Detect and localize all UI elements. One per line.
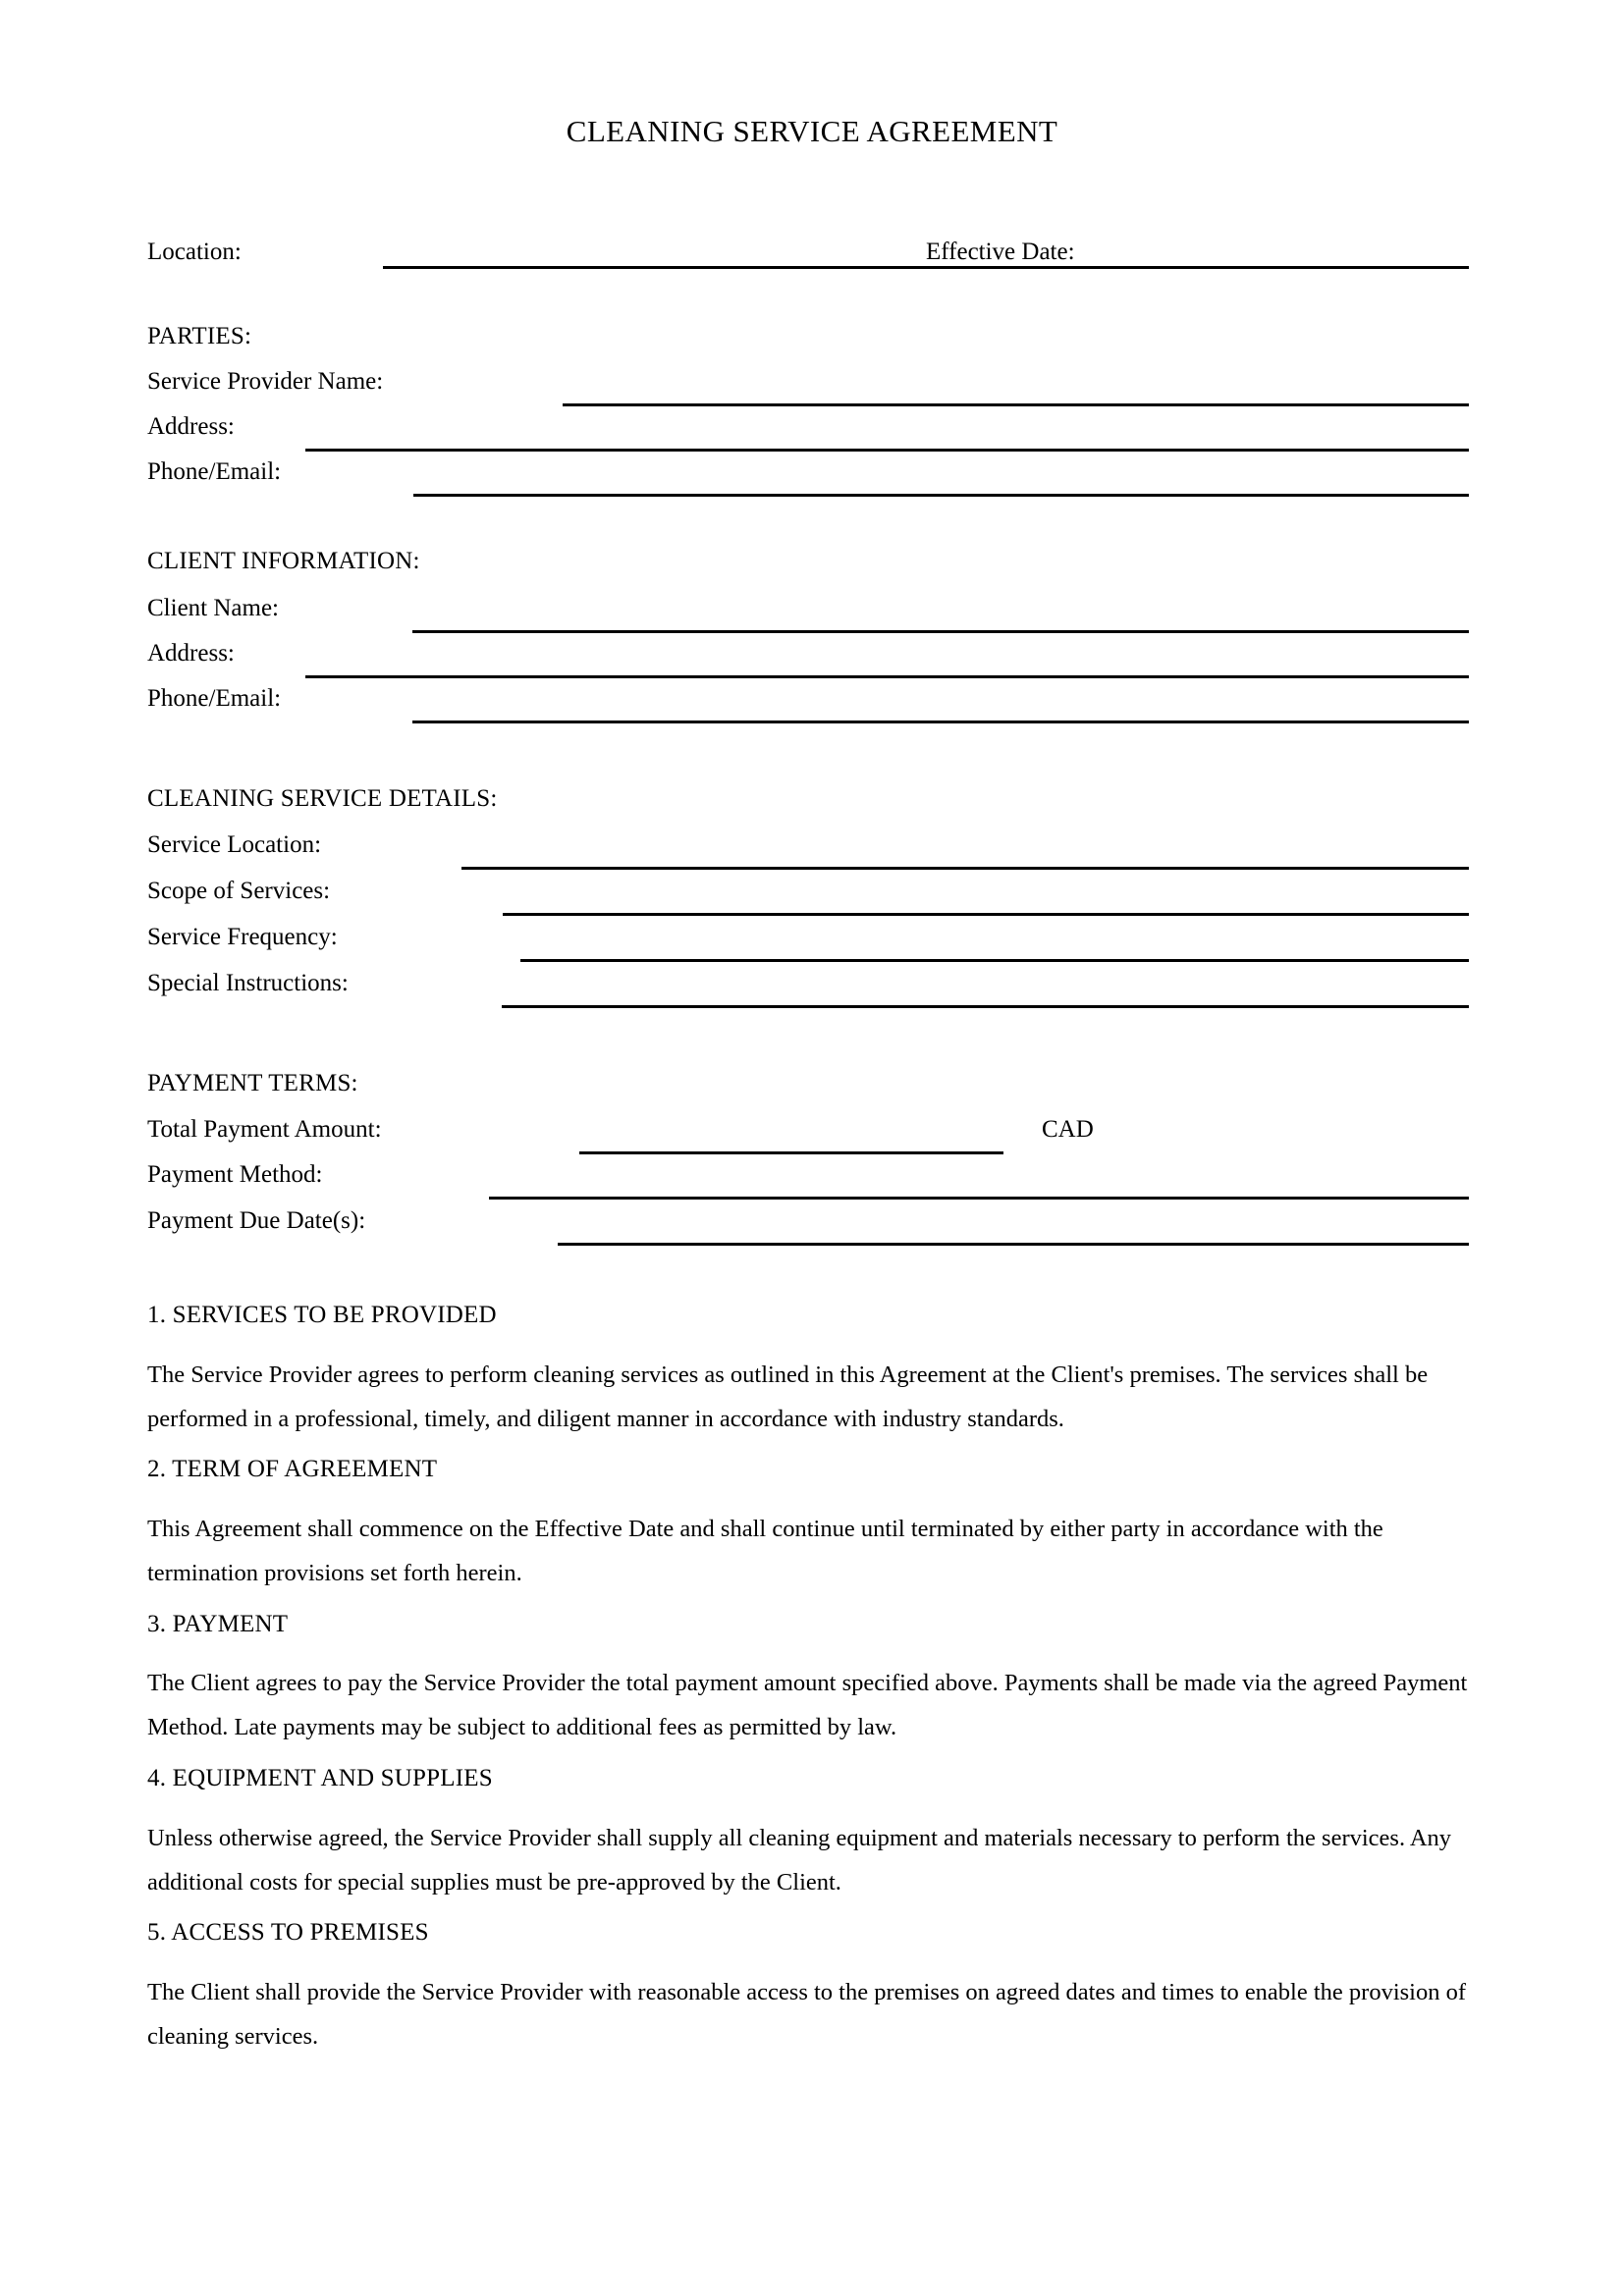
- clause-body-5: The Client shall provide the Service Provider with reasonable access to the premises on agreed dates and times to enable the provision of cleaning services.: [147, 1979, 1467, 2050]
- clause-heading-4: 4. EQUIPMENT AND SUPPLIES: [147, 1765, 493, 1791]
- section-heading-client-information: CLIENT INFORMATION:: [147, 548, 420, 574]
- total-payment-amount-label: Total Payment Amount:: [147, 1116, 382, 1143]
- currency-code-label: CAD: [1042, 1116, 1094, 1143]
- service-location-input-rule[interactable]: [461, 867, 1469, 870]
- clause-heading-2: 2. TERM OF AGREEMENT: [147, 1456, 438, 1482]
- clause-heading-1: 1. SERVICES TO BE PROVIDED: [147, 1302, 497, 1328]
- scope-of-services-label: Scope of Services:: [147, 878, 331, 904]
- effective-date-label: Effective Date:: [926, 239, 1075, 265]
- provider-phone-email-label: Phone/Email:: [147, 458, 282, 485]
- special-instructions-label: Special Instructions:: [147, 970, 349, 996]
- clause-body-2: This Agreement shall commence on the Effective Date and shall continue until terminated by either party in accordance with the termination provisions set forth herein.: [147, 1516, 1383, 1586]
- section-heading-payment-terms: PAYMENT TERMS:: [147, 1070, 358, 1096]
- provider-address-input-rule[interactable]: [305, 449, 1469, 452]
- client-phone-email-label: Phone/Email:: [147, 685, 282, 712]
- clause-body-1: The Service Provider agrees to perform cleaning services as outlined in this Agreement at the Client's premises. The services shall be performed in a professional, timely, and diligent manner in accordance with industry standards.: [147, 1362, 1429, 1432]
- service-frequency-label: Service Frequency:: [147, 924, 338, 950]
- page-title: CLEANING SERVICE AGREEMENT: [566, 114, 1058, 148]
- section-heading-cleaning-service-details: CLEANING SERVICE DETAILS:: [147, 785, 498, 812]
- provider-phone-email-input-rule[interactable]: [413, 494, 1469, 497]
- clause-body-3: The Client agrees to pay the Service Provider the total payment amount specified above. Payments shall be made via the agreed Payment Method. Late payments may be subject to additional fees as permitted by law.: [147, 1670, 1468, 1740]
- clause-heading-5: 5. ACCESS TO PREMISES: [147, 1919, 429, 1946]
- payment-due-dates-input-rule[interactable]: [558, 1243, 1469, 1246]
- client-name-label: Client Name:: [147, 595, 279, 621]
- payment-method-input-rule[interactable]: [489, 1197, 1469, 1200]
- client-name-input-rule[interactable]: [412, 630, 1469, 633]
- scope-of-services-input-rule[interactable]: [503, 913, 1469, 916]
- clause-heading-3: 3. PAYMENT: [147, 1611, 289, 1637]
- client-phone-email-input-rule[interactable]: [412, 721, 1469, 723]
- special-instructions-input-rule[interactable]: [502, 1005, 1469, 1008]
- client-address-input-rule[interactable]: [305, 675, 1469, 678]
- client-address-label: Address:: [147, 640, 235, 667]
- total-payment-amount-input-rule[interactable]: [579, 1151, 1003, 1154]
- location-label: Location:: [147, 239, 242, 265]
- clause-body-4: Unless otherwise agreed, the Service Provider shall supply all cleaning equipment and materials necessary to perform the services. Any additional costs for special supplies must be pre-approved by the Client.: [147, 1825, 1452, 1896]
- service-provider-name-input-rule[interactable]: [563, 403, 1469, 406]
- payment-method-label: Payment Method:: [147, 1161, 323, 1188]
- service-frequency-input-rule[interactable]: [520, 959, 1469, 962]
- service-provider-name-label: Service Provider Name:: [147, 368, 384, 395]
- provider-address-label: Address:: [147, 413, 235, 440]
- section-heading-parties: PARTIES:: [147, 323, 252, 349]
- location-effective-date-input-rule[interactable]: [383, 266, 1469, 269]
- payment-due-dates-label: Payment Due Date(s):: [147, 1207, 366, 1234]
- service-location-label: Service Location:: [147, 831, 322, 858]
